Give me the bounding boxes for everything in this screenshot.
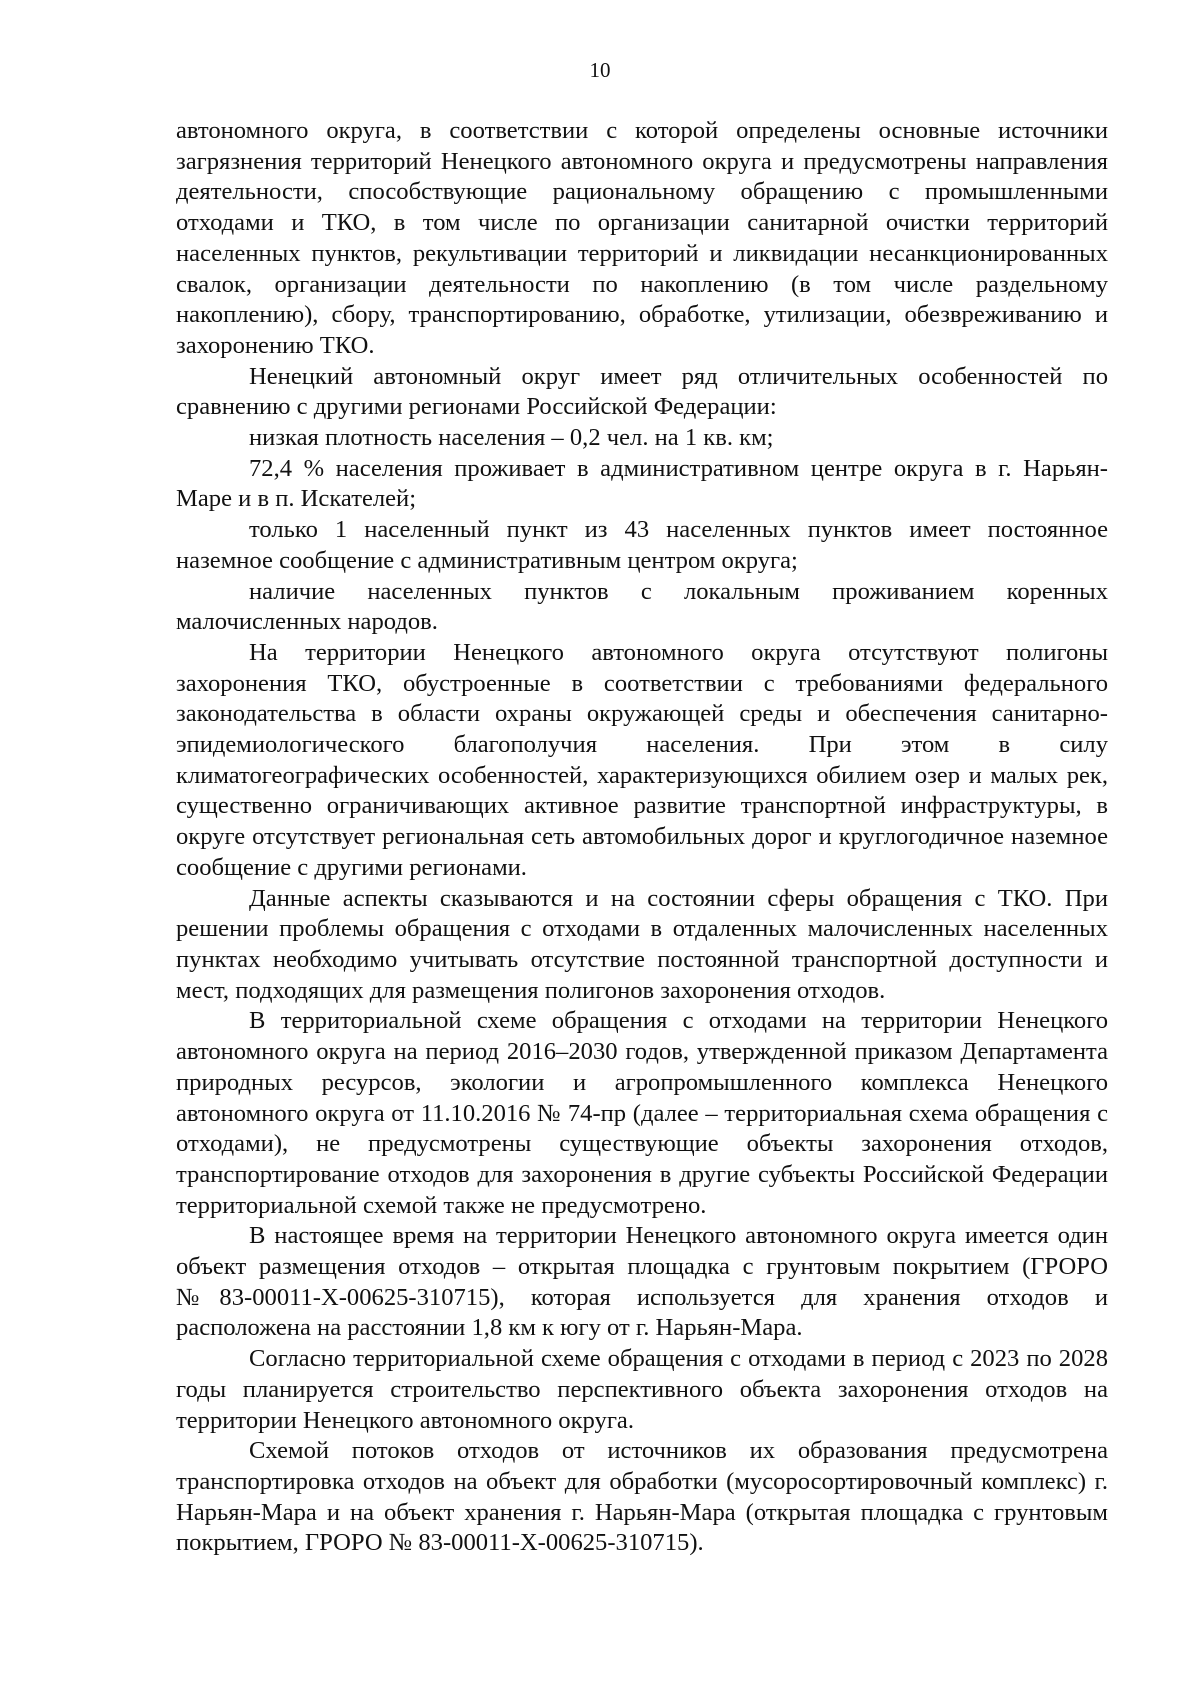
paragraph-aspects: Данные аспекты сказываются и на состоянии сферы обращения с ТКО. При решении проблемы обращения с отходами в отдаленных малочисленных населенных пунктах необходимо учитывать отсутствие постоянной транспортной доступности и мест, подходящих для размещения полигонов захоронения отходов. bbox=[176, 884, 1108, 1004]
paragraph-territorial-scheme: В территориальной схеме обращения с отходами на территории Ненецкого автономного округа на период 2016–2030 годов, утвержденной приказом Департамента природных ресурсов, экологии и агропромышленного комплекса Ненецкого автономного округа от 11.10.2016 № 74-пр (далее – территориальная схема обращения с отходами), не предусмотрены существующие объекты захоронения отходов, транспортирование отходов для захоронения в другие субъекты Российской Федерации территориальной схемой также не предусмотрено. bbox=[176, 1007, 1108, 1219]
paragraph-current-facility: В настоящее время на территории Ненецкого автономного округа имеется один объект размещения отходов – открытая площадка с грунтовым покрытием (ГРОРО №83-00011-Х-00625-310715), которая используется для хранения отходов и расположена на расстоянии 1,8 км к югу от г. Нарьян-Мара. bbox=[176, 1222, 1108, 1342]
paragraph-population-density: низкая плотность населения – 0,2 чел. на 1 кв. км; bbox=[249, 424, 774, 452]
document-body bbox=[176, 116, 1108, 1559]
paragraph-features-intro: Ненецкий автономный округ имеет ряд отличительных особенностей по сравнению с другими регионами Российской Федерации: bbox=[176, 362, 1108, 421]
paragraph-waste-flow-scheme: Схемой потоков отходов от источников их образования предусмотрена транспортировка отходов на объект для обработки (мусоросортировочный комплекс) г. Нарьян-Мара и на объект хранения г. Нарьян-Мара (открытая площадка с грунтовым покрытием, ГРОРО № 83-00011-Х-00625-310715). bbox=[176, 1437, 1108, 1557]
paragraph-planned-construction: Согласно территориальной схеме обращения с отходами в период с 2023 по 2028 годы планируется строительство перспективного объекта захоронения отходов на территории Ненецкого автономного округа. bbox=[176, 1345, 1108, 1434]
paragraph-continuation: автономного округа, в соответствии с которой определены основные источники загрязнения территорий Ненецкого автономного округа и предусмотрены направления деятельности, способствующие рациональному обращению с промышленными отходами и ТКО, в том числе по организации санитарной очистки территорий населенных пунктов, рекультивации территорий и ликвидации несанкционированных свалок, организации деятельности по накоплению (в том числе раздельному накоплению), сбору, транспортированию, обработке, утилизации, обезвреживанию и захоронению ТКО. bbox=[176, 117, 1108, 359]
paragraph-indigenous-settlements: наличие населенных пунктов с локальным проживанием коренных малочисленных народов. bbox=[176, 577, 1108, 636]
paragraph-population-share: 72,4 % населения проживает в административном центре округа в г. Нарьян-Маре и в п. Искателей; bbox=[176, 454, 1108, 513]
paragraph-no-landfills: На территории Ненецкого автономного округа отсутствуют полигоны захоронения ТКО, обустроенные в соответствии с требованиями федерального законодательства в области охраны окружающей среды и обеспечения санитарно-эпидемиологического благополучия населения. При этом в силу климатогеографических особенностей, характеризующихся обилием озер и малых рек, существенно ограничивающих активное развитие транспортной инфраструктуры, в округе отсутствует региональная сеть автомобильных дорог и круглогодичное наземное сообщение с другими регионами. bbox=[176, 638, 1108, 881]
paragraph-ground-connection: только 1 населенный пункт из 43 населенных пунктов имеет постоянное наземное сообщение с административным центром округа; bbox=[176, 516, 1108, 574]
page-number: 10 bbox=[589, 58, 611, 82]
